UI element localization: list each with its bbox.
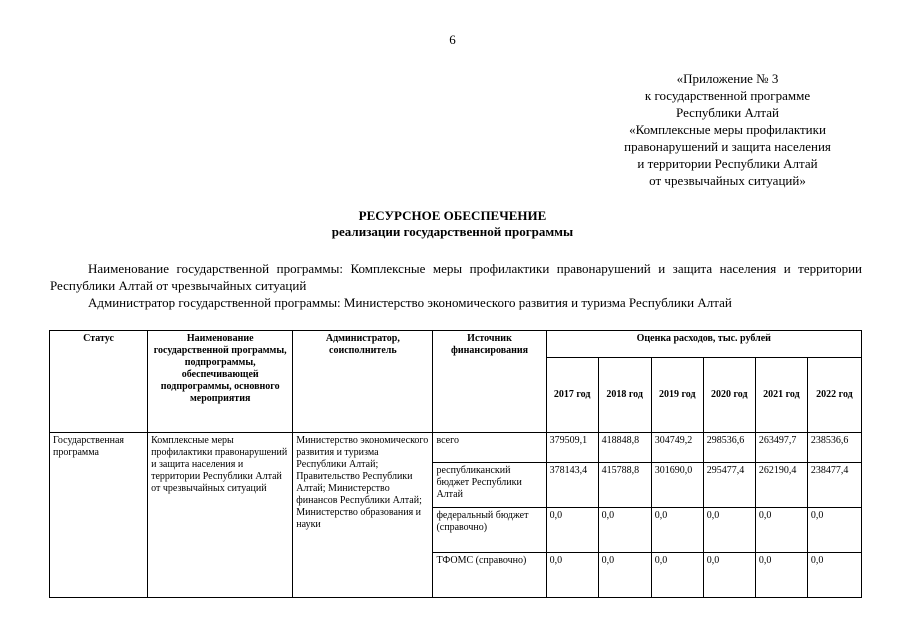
appendix-line: Республики Алтай bbox=[676, 105, 779, 120]
cell-status: Государственная программа bbox=[50, 433, 148, 598]
document-title bbox=[0, 208, 905, 240]
appendix-line: к государственной программе bbox=[644, 88, 811, 103]
cell-program-name: Комплексные меры профилактики правонарушений и защита населения и территории Республики Алтай от чрезвычайных ситуаций bbox=[148, 433, 293, 598]
cell-value: 0,0 bbox=[703, 508, 755, 553]
cell-value: 0,0 bbox=[651, 553, 703, 598]
cell-value: 263497,7 bbox=[755, 433, 807, 463]
cell-value: 0,0 bbox=[546, 508, 598, 553]
cell-value: 238477,4 bbox=[807, 463, 861, 508]
cell-value: 0,0 bbox=[755, 553, 807, 598]
cell-value: 298536,6 bbox=[703, 433, 755, 463]
cell-value: 262190,4 bbox=[755, 463, 807, 508]
header-status: Статус bbox=[50, 331, 148, 433]
title-line-1: РЕСУРСНОЕ ОБЕСПЕЧЕНИЕ bbox=[358, 208, 547, 223]
program-info bbox=[50, 260, 862, 311]
appendix-line: от чрезвычайных ситуаций» bbox=[649, 173, 806, 188]
cell-value: 304749,2 bbox=[651, 433, 703, 463]
header-estimate: Оценка расходов, тыс. рублей bbox=[546, 331, 861, 358]
header-year: 2022 год bbox=[807, 358, 861, 433]
appendix-line: и территории Республики Алтай bbox=[637, 156, 818, 171]
cell-value: 0,0 bbox=[807, 553, 861, 598]
resources-table bbox=[49, 330, 862, 598]
program-name: Наименование государственной программы: Комплексные меры профилактики правонарушений и защита населения и территории Республики Алтай от чрезвычайных ситуаций bbox=[50, 261, 862, 293]
page-number: 6 bbox=[449, 32, 456, 47]
appendix-note bbox=[600, 70, 855, 189]
cell-source: федеральный бюджет (справочно) bbox=[433, 508, 546, 553]
header-name: Наименование государственной программы, подпрограммы, обеспечивающей подпрограммы, основного мероприятия bbox=[148, 331, 293, 433]
header-source: Источник финансирования bbox=[433, 331, 546, 433]
cell-value: 0,0 bbox=[598, 508, 651, 553]
header-year: 2017 год bbox=[546, 358, 598, 433]
cell-value: 418848,8 bbox=[598, 433, 651, 463]
cell-value: 238536,6 bbox=[807, 433, 861, 463]
appendix-line: «Приложение № 3 bbox=[676, 71, 779, 86]
cell-value: 0,0 bbox=[651, 508, 703, 553]
header-year: 2019 год bbox=[651, 358, 703, 433]
cell-value: 295477,4 bbox=[703, 463, 755, 508]
cell-source: всего bbox=[433, 433, 546, 463]
table-header-row bbox=[50, 331, 862, 358]
cell-source: республиканский бюджет Республики Алтай bbox=[433, 463, 546, 508]
cell-value: 378143,4 bbox=[546, 463, 598, 508]
cell-source: ТФОМС (справочно) bbox=[433, 553, 546, 598]
cell-value: 301690,0 bbox=[651, 463, 703, 508]
cell-value: 0,0 bbox=[807, 508, 861, 553]
cell-value: 0,0 bbox=[755, 508, 807, 553]
cell-value: 0,0 bbox=[546, 553, 598, 598]
cell-value: 0,0 bbox=[703, 553, 755, 598]
header-admin: Администратор, соисполнитель bbox=[293, 331, 433, 433]
header-year: 2018 год bbox=[598, 358, 651, 433]
program-administrator: Администратор государственной программы: Министерство экономического развития и туризма Республики Алтай bbox=[88, 295, 732, 310]
header-year: 2020 год bbox=[703, 358, 755, 433]
appendix-line: «Комплексные меры профилактики bbox=[629, 122, 826, 137]
cell-value: 415788,8 bbox=[598, 463, 651, 508]
appendix-line: правонарушений и защита населения bbox=[624, 139, 831, 154]
cell-administrator: Министерство экономического развития и туризма Республики Алтай; Правительство Республики Алтай; Министерство финансов Республики Алтай; Министерство образования и науки bbox=[293, 433, 433, 598]
cell-value: 0,0 bbox=[598, 553, 651, 598]
header-year: 2021 год bbox=[755, 358, 807, 433]
cell-value: 379509,1 bbox=[546, 433, 598, 463]
table-row bbox=[50, 433, 862, 463]
title-line-2: реализации государственной программы bbox=[331, 224, 574, 239]
